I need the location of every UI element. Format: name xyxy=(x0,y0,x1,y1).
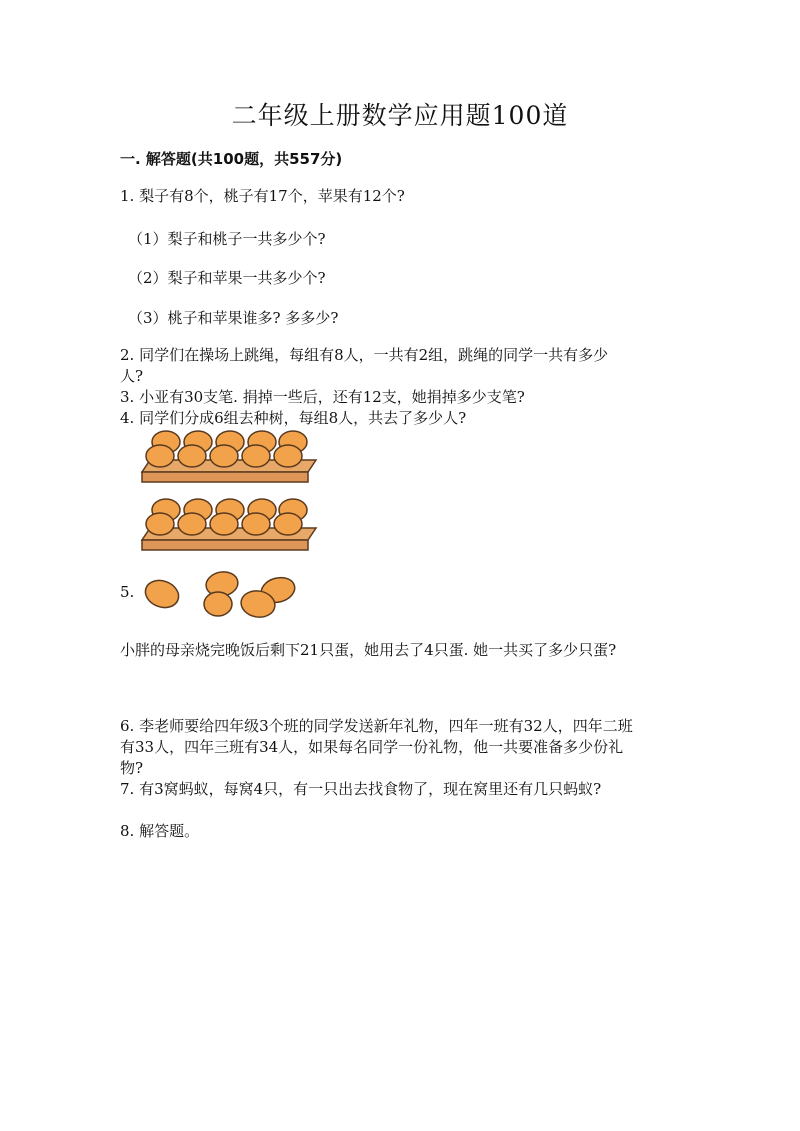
egg-cartons-illustration xyxy=(138,430,318,555)
question-4: 4. 同学们分成6组去种树，每组8人，共去了多少人? xyxy=(120,409,467,427)
question-1-part-3: （3）桃子和苹果谁多? 多多少? xyxy=(128,309,339,327)
question-8: 8. 解答题。 xyxy=(120,822,200,840)
loose-eggs-illustration xyxy=(142,568,302,620)
question-3: 3. 小亚有30支笔. 捐掉一些后，还有12支，她捐掉多少支笔? xyxy=(120,388,525,406)
question-1-part-1: （1）梨子和桃子一共多少个? xyxy=(128,230,326,248)
egg-carton-bottom xyxy=(142,499,316,550)
question-5-number: 5. xyxy=(120,583,135,601)
question-6-line-3: 物? xyxy=(120,759,144,777)
question-2-line-2: 人? xyxy=(120,367,144,385)
section-heading: 一. 解答题(共100题，共557分) xyxy=(120,150,343,168)
question-1: 1. 梨子有8个，桃子有17个，苹果有12个? xyxy=(120,187,405,205)
question-6-line-1: 6. 李老师要给四年级3个班的同学发送新年礼物，四年一班有32人，四年二班 xyxy=(120,717,633,735)
page-title: 二年级上册数学应用题100道 xyxy=(231,101,569,130)
egg-carton-top xyxy=(142,431,316,482)
question-6-line-2: 有33人，四年三班有34人，如果每名同学一份礼物，他一共要准备多少份礼 xyxy=(120,738,624,756)
question-5-text: 小胖的母亲烧完晚饭后剩下21只蛋，她用去了4只蛋. 她一共买了多少只蛋? xyxy=(120,641,617,659)
question-2-line-1: 2. 同学们在操场上跳绳，每组有8人，一共有2组，跳绳的同学一共有多少 xyxy=(120,346,609,364)
question-7: 7. 有3窝蚂蚁，每窝4只，有一只出去找食物了，现在窝里还有几只蚂蚁? xyxy=(120,780,602,798)
question-1-part-2: （2）梨子和苹果一共多少个? xyxy=(128,269,326,287)
